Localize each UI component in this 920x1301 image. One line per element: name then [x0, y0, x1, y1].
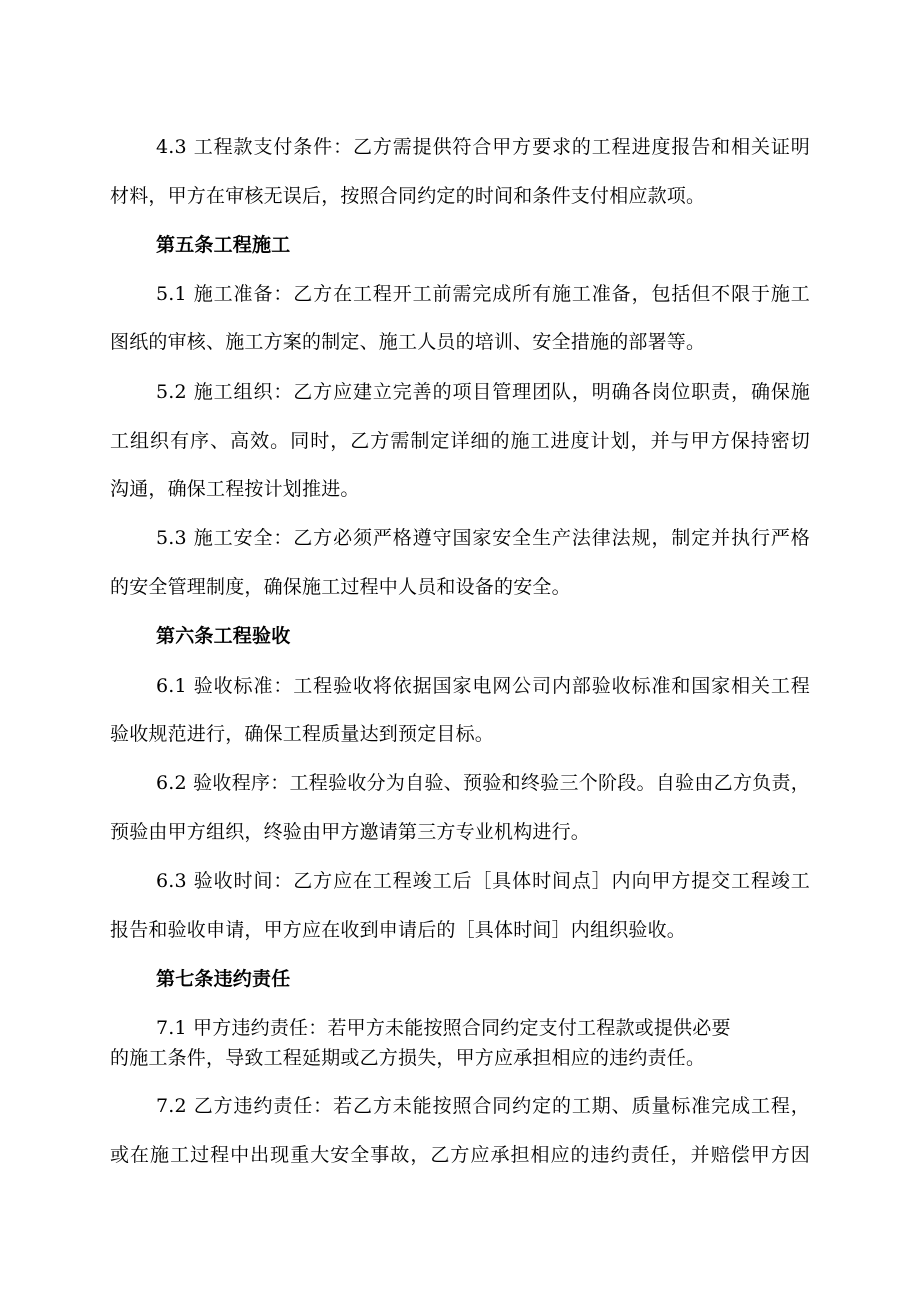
clause-5-3-line-1: 5.3 施工安全：乙方必须严格遵守国家安全生产法律法规，制定并执行严格 [156, 527, 810, 549]
section-7-heading: 第七条违约责任 [156, 968, 291, 990]
clause-6-2-line-2: 预验由甲方组织，终验由甲方邀请第三方专业机构进行。 [110, 821, 591, 843]
clause-5-3-line-2: 的安全管理制度，确保施工过程中人员和设备的安全。 [110, 576, 571, 598]
clause-5-1-line-1: 5.1 施工准备：乙方在工程开工前需完成所有施工准备，包括但不限于施工 [156, 283, 810, 305]
clause-5-2-line-3: 沟通，确保工程按计划推进。 [110, 478, 360, 500]
clause-5-2-line-2: 工组织有序、高效。同时，乙方需制定详细的施工进度计划，并与甲方保持密切 [110, 430, 810, 452]
clause-6-1-line-2: 验收规范进行，确保工程质量达到预定目标。 [110, 723, 495, 745]
clause-5-1-line-2: 图纸的审核、施工方案的制定、施工人员的培训、安全措施的部署等。 [110, 331, 706, 353]
clause-7-2-line-2: 或在施工过程中出现重大安全事故，乙方应承担相应的违约责任，并赔偿甲方因 [110, 1144, 810, 1166]
clause-6-3-line-2: 报告和验收申请，甲方应在收到申请后的［具体时间］内组织验收。 [110, 919, 687, 941]
clause-6-2-line-1: 6.2 验收程序：工程验收分为自验、预验和终验三个阶段。自验由乙方负责， [156, 772, 810, 794]
clause-6-1-line-1: 6.1 验收标准：工程验收将依据国家电网公司内部验收标准和国家相关工程 [156, 675, 810, 697]
section-6-heading: 第六条工程验收 [156, 625, 291, 647]
clause-4-3-line-1: 4.3 工程款支付条件：乙方需提供符合甲方要求的工程进度报告和相关证明 [156, 136, 810, 158]
clause-5-2-line-1: 5.2 施工组织：乙方应建立完善的项目管理团队，明确各岗位职责，确保施 [156, 381, 810, 403]
clause-4-3-line-2: 材料，甲方在审核无误后，按照合同约定的时间和条件支付相应款项。 [110, 185, 706, 207]
clause-7-2-line-1: 7.2 乙方违约责任：若乙方未能按照合同约定的工期、质量标准完成工程， [156, 1095, 810, 1117]
clause-6-3-line-1: 6.3 验收时间：乙方应在工程竣工后［具体时间点］内向甲方提交工程竣工 [156, 870, 810, 892]
clause-7-1-line-1: 7.1 甲方违约责任：若甲方未能按照合同约定支付工程款或提供必要 [156, 1017, 731, 1039]
clause-7-1-line-2: 的施工条件，导致工程延期或乙方损失，甲方应承担相应的违约责任。 [110, 1047, 706, 1069]
section-5-heading: 第五条工程施工 [156, 234, 291, 256]
